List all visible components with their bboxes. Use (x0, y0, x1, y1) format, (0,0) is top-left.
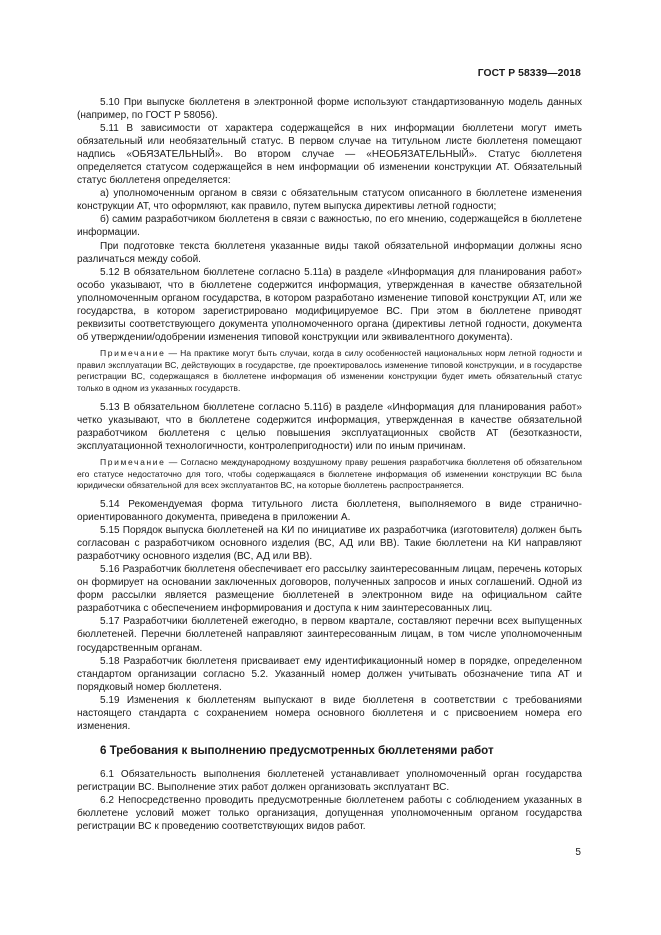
list-item-a: а) уполномоченным органом в связи с обязательным статусом описанного в бюллетене изменения конструкции АТ, что оформляют, как правило, путем выпуска директивы летной годности; (77, 188, 582, 213)
paragraph-6-1: 6.1 Обязательность выполнения бюллетеней устанавливает уполномоченный орган государства регистрации ВС. Выполнение этих работ должен организовать эксплуатант ВС. (77, 768, 582, 793)
paragraph-5-14: 5.14 Рекомендуемая форма титульного листа бюллетеня, выполняемого в виде странично-ориентированного документа, приведена в приложении А. (77, 499, 582, 524)
paragraph-5-11: 5.11 В зависимости от характера содержащейся в них информации бюллетени могут иметь обязательный или необязательный статус. В первом случае на титульном листе бюллетеня помещают надпись «ОБЯЗАТЕЛЬНЫЙ». Во втором случае — «НЕОБЯЗАТЕЛЬНЫЙ». Статус бюллетеня определяется статусом содержащейся в нем информации об изменении конструкции АТ. Обязательный статус бюллетеня определяется: (77, 123, 582, 187)
note-1 (77, 348, 582, 395)
paragraph-5-15: 5.15 Порядок выпуска бюллетеней на КИ по инициативе их разработчика (изготовителя) должен быть согласован с разработчиком основного изделия (ВС, АД или ВВ). Такие бюллетени на КИ направляют разработчику основного изделия (ВС, АД или ВВ). (77, 525, 582, 563)
document-body (77, 96, 582, 833)
note-2 (77, 457, 582, 492)
paragraph-5-12: 5.12 В обязательном бюллетене согласно 5.11а) в разделе «Информация для планирования работ» особо указывают, что в бюллетене содержится информация, утвержденная в качестве обязательной уполномоченным органом государства, в котором разработано изменение типовой конструкции АТ, или же государства, в котором зарегистрировано модифицируемое ВС. При этом в бюллетене приводят реквизиты соответствующего документа уполномоченного органа (директивы летной годности, документа об утверждении/одобрении изменения типовой конструкции или эквивалентного документа). (77, 266, 582, 343)
note-1-label: Примечание (100, 347, 166, 358)
paragraph-5-18: 5.18 Разработчик бюллетеня присваивает ему идентификационный номер в порядке, определенном стандартом организации согласно 5.2. Указанный номер должен учитывать обозначение типа АТ и порядковый номер бюллетеня. (77, 655, 582, 693)
page-number: 5 (575, 847, 581, 858)
note-2-text: — Согласно международному воздушному праву решения разработчика бюллетеня об обязательном его статусе недостаточно для того, чтобы содержащаяся в бюллетене информация об изменении конструкции ВС была юридически обязательной для всех эксплуатантов ВС, на которые бюллетень распространяется. (77, 456, 582, 491)
paragraph-6-2: 6.2 Непосредственно проводить предусмотренные бюллетенем работы с соблюдением указанных в бюллетене условий может только организация, допущенная уполномоченным органом государства регистрации ВС к проведению соответствующих видов работ. (77, 794, 582, 833)
document-code-header: ГОСТ Р 58339—2018 (477, 68, 581, 79)
note-1-text: — На практике могут быть случаи, когда в силу особенностей национальных норм летной годности и правил эксплуатации ВС, действующих в государстве, где проектировалось изменение типовой конструкции, и в государстве регистрации ВС, содержащаяся в бюллетене информация об изменении конструкции будет иметь обязательный статус только в одном из указанных государств. (77, 347, 582, 393)
section-6-heading: 6 Требования к выполнению предусмотренных бюллетенями работ (100, 743, 494, 757)
paragraph-5-17: 5.17 Разработчики бюллетеней ежегодно, в первом квартале, составляют перечни всех выпущенных бюллетеней. Перечни бюллетеней направляют заинтересованным лицам, в том числе уполномоченным государственным органам. (77, 616, 582, 654)
paragraph-5-13: 5.13 В обязательном бюллетене согласно 5.11б) в разделе «Информация для планирования работ» четко указывают, что в бюллетене содержится информация, утвержденная в качестве обязательной разработчиком бюллетеня с целью повышения эксплуатационных свойств АТ (безотказности, эксплуатационной технологичности, контролепригодности) или по иным причинам. (77, 401, 582, 452)
list-item-b: б) самим разработчиком бюллетеня в связи с важностью, по его мнению, содержащейся в бюллетене информации. (77, 214, 582, 239)
note-2-label: Примечание (100, 456, 166, 467)
paragraph-5-19: 5.19 Изменения к бюллетеням выпускают в виде бюллетеня в соответствии с требованиями настоящего стандарта с сохранением номера основного бюллетеня и с присвоением номера его изменения. (77, 694, 582, 732)
paragraph-5-10: 5.10 При выпуске бюллетеня в электронной форме используют стандартизованную модель данных (например, по ГОСТ Р 58056). (77, 97, 582, 122)
paragraph-distinction: При подготовке текста бюллетеня указанные виды такой обязательной информации должны ясно различаться между собой. (77, 240, 582, 265)
paragraph-5-16: 5.16 Разработчик бюллетеня обеспечивает его рассылку заинтересованным лицам, перечень которых он формирует на основании заключенных договоров, полученных запросов и иных соглашений. Одной из форм рассылки является размещение бюллетеней в электронном виде на официальном сайте разработчика с обеспечением информирования и доступа к ним заинтересованных лиц. (77, 564, 582, 615)
